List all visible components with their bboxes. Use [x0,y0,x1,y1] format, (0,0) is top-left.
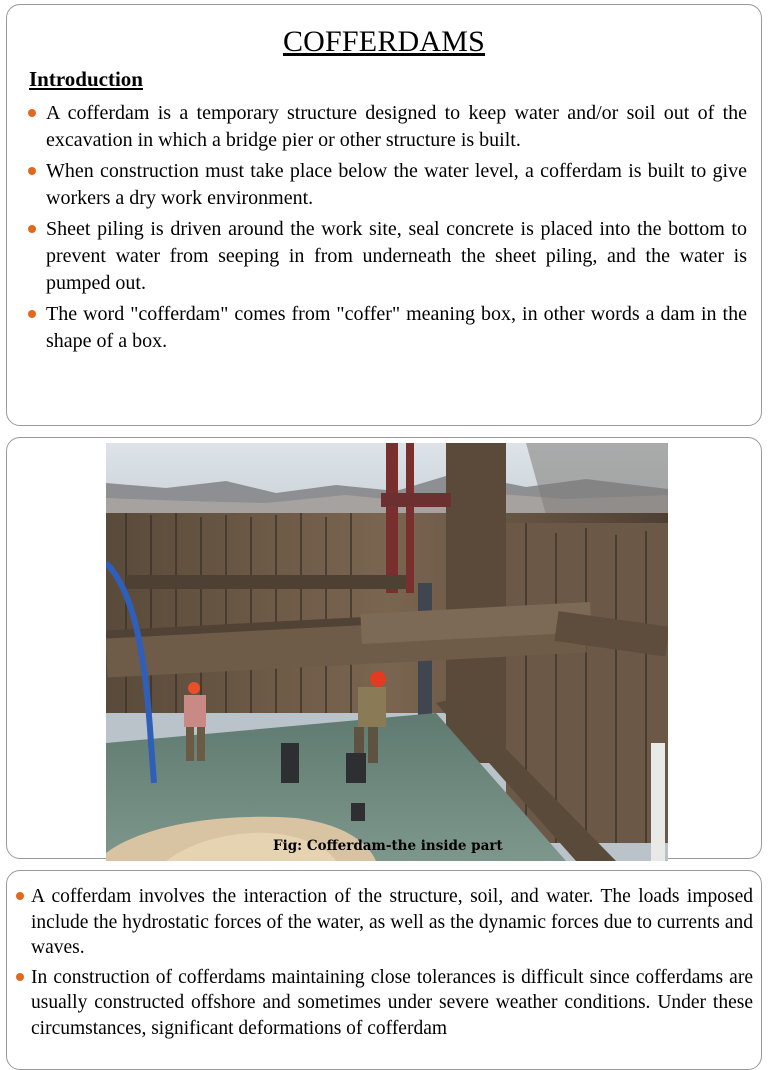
list-item [23,301,747,355]
bullet-icon [16,973,24,981]
bullet-icon [28,310,36,318]
list-item-text: In construction of cofferdams maintaining close tolerances is difficult since cofferdams are usually constructed offshore and sometimes under severe weather conditions. Under these circumstances, significant deformations of cofferdam [31,966,753,1039]
bullet-icon [28,109,36,117]
list-item [15,884,753,961]
list-item-text: A cofferdam is a temporary structure designed to keep water and/or soil out of the excavation in which a bridge pier or other structure is built. [46,102,747,151]
list-item [15,965,753,1042]
slide-interaction [6,870,762,1070]
slide-photo [6,437,762,859]
list-item-text: The word "cofferdam" comes from "coffer" meaning box, in other words a dam in the shape of a box. [46,303,747,352]
cofferdam-photo [106,443,668,861]
details-bullet-list [15,884,753,1045]
slide-introduction [6,4,762,426]
list-item-text: When construction must take place below the water level, a cofferdam is built to give workers a dry work environment. [46,160,747,209]
bullet-icon [16,892,24,900]
intro-bullet-list [23,100,747,359]
list-item-text: Sheet piling is driven around the work site, seal concrete is placed into the bottom to prevent water from seeping in from underneath the sheet piling, and the water is pumped out. [46,218,747,294]
list-item [23,100,747,154]
list-item [23,158,747,212]
figure-caption: Fig: Cofferdam-the inside part [273,838,503,854]
bullet-icon [28,225,36,233]
page-title: COFFERDAMS [282,25,486,58]
list-item-text: A cofferdam involves the interaction of the structure, soil, and water. The loads imposed include the hydrostatic forces of the water, as well as the dynamic forces due to currents and waves. [31,886,753,958]
section-heading: Introduction [29,67,143,91]
list-item [23,216,747,297]
bullet-icon [28,167,36,175]
